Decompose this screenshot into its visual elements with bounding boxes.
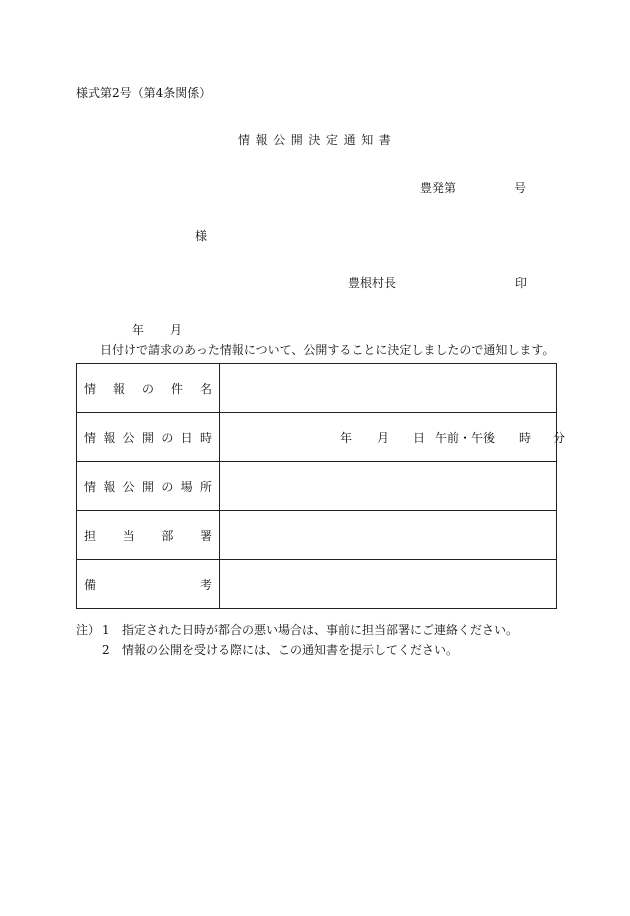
- label-char: 情: [84, 479, 97, 494]
- note-text: 指定された日時が都合の悪い場合は、事前に担当部署にご連絡ください。: [122, 623, 519, 637]
- label-char: 件: [170, 381, 183, 396]
- label-department: [77, 511, 220, 560]
- datetime-minute: 分: [553, 431, 566, 445]
- value-location[interactable]: [220, 462, 557, 511]
- form-number-label: 様式第2号（第4条関係）: [76, 86, 212, 100]
- label-char: 担: [84, 528, 97, 543]
- reference-number-prefix: 豊発第: [420, 181, 457, 195]
- label-char: 名: [199, 381, 212, 396]
- label-char: 報: [103, 479, 116, 494]
- issuer-name: 豊根村長: [348, 276, 397, 290]
- label-char: 開: [141, 430, 154, 445]
- label-char: の: [141, 381, 154, 396]
- datetime-ampm: 午前・午後: [435, 431, 496, 445]
- datetime-day: 日: [413, 431, 426, 445]
- notes-section: [76, 620, 518, 660]
- table-row-department: [77, 511, 557, 560]
- label-char: 報: [112, 381, 125, 396]
- notice-body: [76, 320, 558, 360]
- value-subject[interactable]: [220, 364, 557, 413]
- label-location: [77, 462, 220, 511]
- label-subject: [77, 364, 220, 413]
- notes-marker: 注）: [76, 623, 101, 637]
- label-char: 考: [199, 577, 212, 592]
- label-char: 場: [180, 479, 193, 494]
- label-char: 情: [84, 381, 97, 396]
- label-char: 部: [161, 528, 174, 543]
- body-text: 日付けで請求のあった情報について、公開することに決定しましたので通知します。: [100, 343, 555, 357]
- document-title: 情報公開決定通知書: [238, 133, 397, 147]
- information-table: [76, 363, 566, 609]
- note-number: 1: [102, 623, 110, 637]
- label-char: 時: [199, 430, 212, 445]
- datetime-month: 月: [377, 431, 390, 445]
- table-row-subject: [77, 364, 557, 413]
- body-year: 年: [132, 323, 145, 337]
- table-row-location: [77, 462, 557, 511]
- reference-number-suffix: 号: [514, 181, 527, 195]
- label-char: 当: [122, 528, 135, 543]
- seal-mark: 印: [515, 276, 528, 290]
- label-char: 開: [141, 479, 154, 494]
- body-month: 月: [170, 323, 183, 337]
- label-char: の: [161, 479, 174, 494]
- label-datetime: [77, 413, 220, 462]
- note-text: 情報の公開を受ける際には、この通知書を提示してください。: [122, 643, 459, 657]
- label-char: 公: [122, 479, 135, 494]
- label-char: の: [161, 430, 174, 445]
- label-char: 報: [103, 430, 116, 445]
- label-char: 日: [180, 430, 193, 445]
- label-char: 備: [84, 577, 97, 592]
- value-datetime[interactable]: [220, 413, 566, 462]
- note-item: [76, 640, 518, 660]
- datetime-hour: 時: [519, 431, 532, 445]
- label-char: 所: [199, 479, 212, 494]
- table-row-remarks: [77, 560, 557, 609]
- label-char: 公: [122, 430, 135, 445]
- datetime-year: 年: [340, 431, 353, 445]
- addressee-honorific: 様: [195, 229, 208, 243]
- note-item: [76, 620, 518, 640]
- label-remarks: [77, 560, 220, 609]
- label-char: 情: [84, 430, 97, 445]
- value-remarks[interactable]: [220, 560, 557, 609]
- value-department[interactable]: [220, 511, 557, 560]
- label-char: 署: [199, 528, 212, 543]
- table-row-datetime: [77, 413, 557, 462]
- note-number: 2: [102, 643, 110, 657]
